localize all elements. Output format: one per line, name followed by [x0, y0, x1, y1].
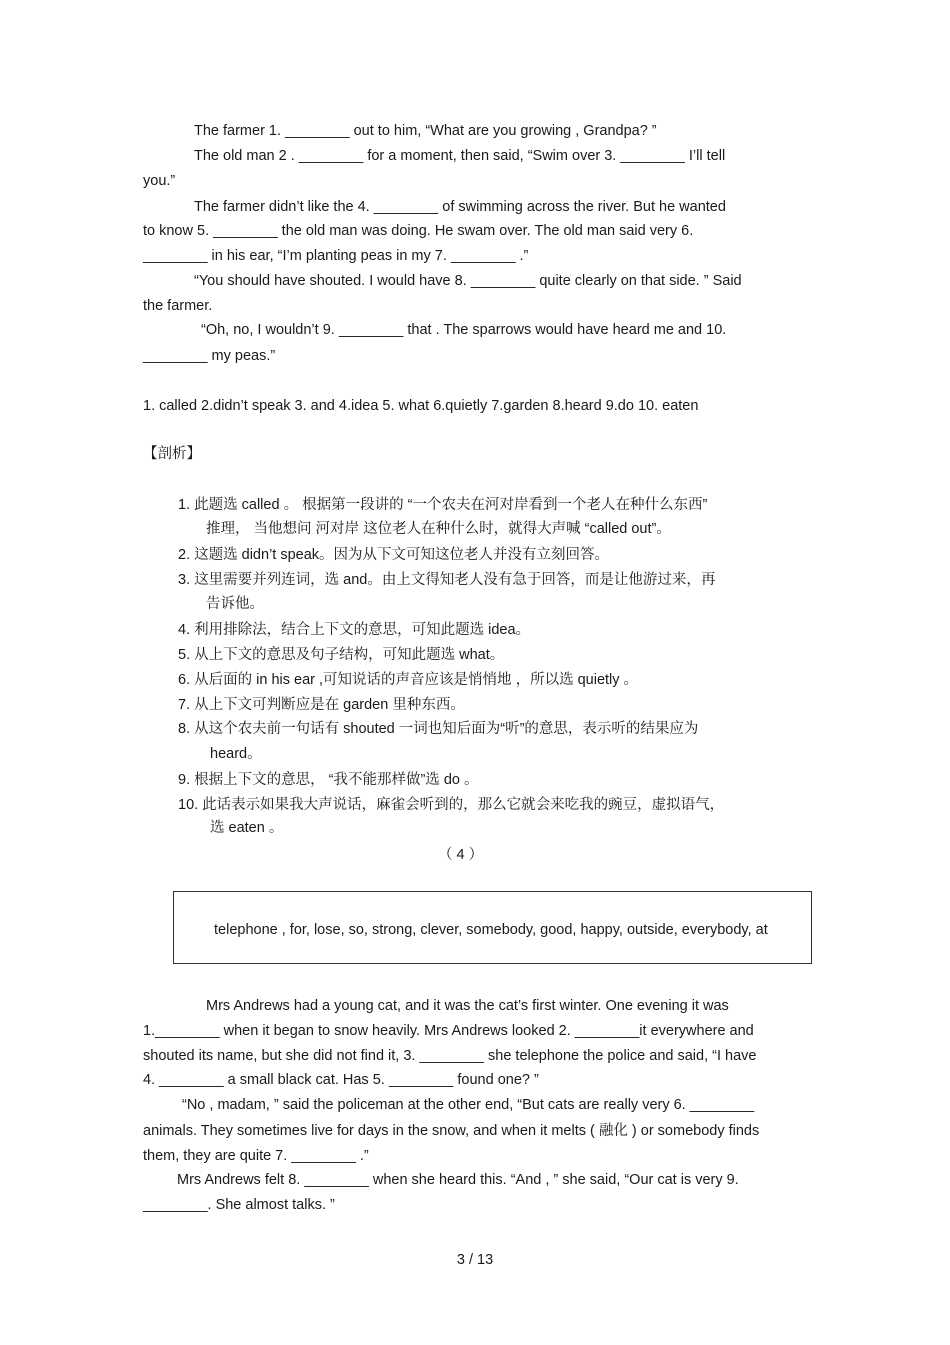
analysis-line-9: 7. 从上下文可判断应是在 garden 里种东西。 — [178, 697, 465, 713]
story2-line-5: “No , madam, ” said the policeman at the other end, “But cats are really very 6. ________ — [182, 1097, 755, 1113]
analysis-line-10: 8. 从这个农夫前一句话有 shouted 一词也知后面为“听”的意思，表示听的结果应为 — [178, 721, 699, 737]
story1-line-8: the farmer. — [143, 298, 213, 314]
analysis-line-14: 选 eaten 。 — [210, 820, 284, 836]
analysis-heading: 【剖析】 — [143, 446, 201, 462]
word-bank-text: telephone , for, lose, so, strong, clever, somebody, good, happy, outside, everybody, at — [214, 922, 768, 938]
story1-line-9: “Oh, no, I wouldn’t 9. ________ that . The sparrows would have heard me and 10. — [201, 322, 727, 338]
story1-line-3: you.” — [143, 173, 176, 189]
analysis-line-11: heard。 — [210, 746, 262, 762]
word-bank-box — [173, 891, 812, 964]
analysis-line-13: 10. 此话表示如果我大声说话，麻雀会听到的，那么它就会来吃我的豌豆，虚拟语气， — [178, 797, 725, 813]
analysis-line-4: 3. 这里需要并列连词，选 and。由上文得知老人没有急于回答，而是让他游过来，再 — [178, 572, 716, 588]
story2-line-3: shouted its name, but she did not find it, 3. ________ she telephone the police and said, “I have — [143, 1048, 757, 1064]
story1-line-4: The farmer didn’t like the 4. ________ of swimming across the river. But he wanted — [194, 199, 726, 215]
story1-line-6: ________ in his ear, “I’m planting peas in my 7. ________ .” — [143, 248, 529, 264]
analysis-line-12: 9. 根据上下文的意思， “我不能那样做”选 do 。 — [178, 772, 479, 788]
story2-line-7: them, they are quite 7. ________ .” — [143, 1148, 369, 1164]
page-number: 3 / 13 — [456, 1252, 494, 1268]
section-label: （ 4 ） — [438, 847, 484, 863]
story2-line-9: ________. She almost talks. ” — [143, 1197, 335, 1213]
story2-line-1: Mrs Andrews had a young cat, and it was the cat’s first winter. One evening it was — [206, 998, 729, 1014]
story1-line-1: The farmer 1. ________ out to him, “What are you growing , Grandpa? ” — [194, 123, 657, 139]
analysis-line-2: 推理， 当他想问 河对岸 这位老人在种什么时，就得大声喊 “called out”。 — [206, 521, 671, 537]
story2-line-8: Mrs Andrews felt 8. ________ when she heard this. “And , ” she said, “Our cat is very 9. — [177, 1172, 739, 1188]
story2-line-4: 4. ________ a small black cat. Has 5. ________ found one? ” — [143, 1072, 539, 1088]
analysis-line-1: 1. 此题选 called 。 根据第一段讲的 “一个农夫在河对岸看到一个老人在种什么东西” — [178, 497, 708, 513]
analysis-line-3: 2. 这题选 didn’t speak。因为从下文可知这位老人并没有立刻回答。 — [178, 547, 610, 563]
story1-line-5: to know 5. ________ the old man was doing. He swam over. The old man said very 6. — [143, 223, 694, 239]
answer-key: 1. called 2.didn’t speak 3. and 4.idea 5. what 6.quietly 7.garden 8.heard 9.do 10. eaten — [143, 398, 699, 414]
analysis-line-8: 6. 从后面的 in his ear ,可知说话的声音应该是悄悄地 ，所以选 quietly 。 — [178, 672, 639, 688]
story2-line-6: animals. They sometimes live for days in the snow, and when it melts ( 融化 ) or somebody finds — [143, 1123, 760, 1139]
analysis-line-7: 5. 从上下文的意思及句子结构，可知此题选 what。 — [178, 647, 505, 663]
story1-line-10: ________ my peas.” — [143, 348, 276, 364]
analysis-line-5: 告诉他。 — [206, 596, 264, 612]
analysis-line-6: 4. 利用排除法，结合上下文的意思，可知此题选 idea。 — [178, 622, 531, 638]
story1-line-2: The old man 2 . ________ for a moment, then said, “Swim over 3. ________ I’ll tell — [194, 148, 726, 164]
story1-line-7: “You should have shouted. I would have 8. ________ quite clearly on that side. ” Said — [194, 273, 742, 289]
story2-line-2: 1.________ when it began to snow heavily. Mrs Andrews looked 2. ________it everywhere and — [143, 1023, 754, 1039]
